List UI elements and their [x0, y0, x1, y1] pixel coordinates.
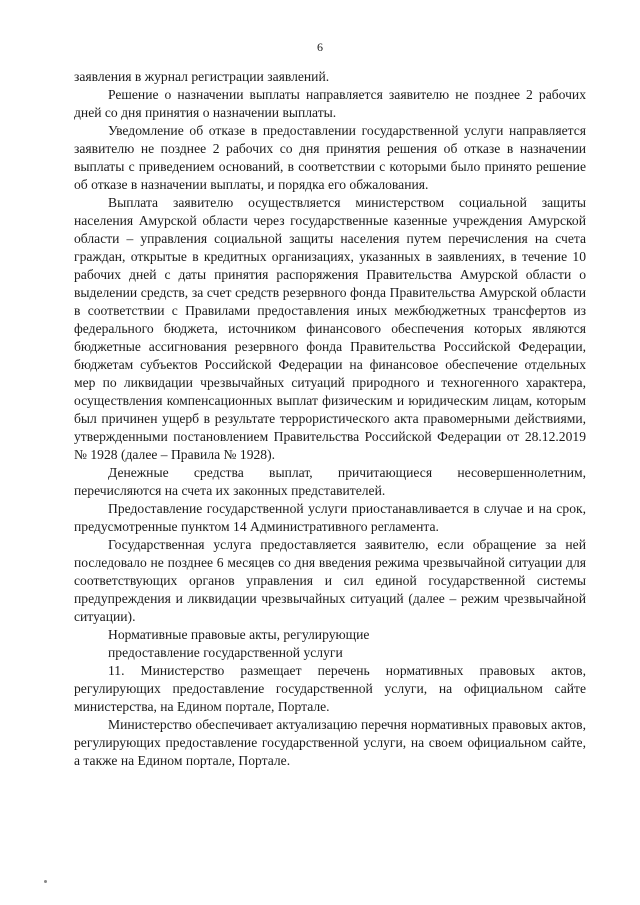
paragraph-payment-decision: Решение о назначении выплаты направляется заявителю не позднее 2 рабочих дней со дня принятия о назначении выплаты.: [74, 87, 586, 120]
document-body: [74, 68, 586, 770]
paragraph-item-11: 11. Министерство размещает перечень нормативных правовых актов, регулирующих предоставление государственной услуги, на официальном сайте министерства, на Едином портале, Портале.: [74, 663, 586, 714]
paragraph-minors-funds: Денежные средства выплат, причитающиеся несовершеннолетним, перечисляются на счета их законных представителей.: [74, 465, 586, 498]
paragraph-continuation: заявления в журнал регистрации заявлений.: [74, 69, 330, 84]
paragraph-payment-procedure: Выплата заявителю осуществляется министерством социальной защиты населения Амурской области через государственные казенные учреждения Амурской области – управления социальной защиты населения путем перечисления на счета граждан, открытые в кредитных организациях, указанных в заявлениях, в течение 10 рабочих дней с даты принятия распоряжения Правительства Амурской области о выделении средств, за счет средств резервного фонда Правительства Амурской области в соответствии с Правилами предоставления иных межбюджетных трансфертов из федерального бюджета, источником финансового обеспечения которых являются бюджетные ассигнования резервного фонда Правительства Российской Федерации, бюджетам субъектов Российской Федерации на финансовое обеспечение отдельных мер по ликвидации чрезвычайных ситуаций природного и техногенного характера, осуществления компенсационных выплат физическим и юридическим лицам, которым был причинен ущерб в результате террористического акта правомерными действиями, утвержденными постановлением Правительства Российской Федерации от 28.12.2019 № 1928 (далее – Правила № 1928).: [74, 195, 586, 462]
paragraph-refusal-notice: Уведомление об отказе в предоставлении государственной услуги направляется заявителю не позднее 2 рабочих со дня принятия решения об отказе в назначении выплаты с приведением оснований, в соответствии с которыми было принято решение об отказе в назначении выплаты, и порядка его обжалования.: [74, 123, 586, 192]
paragraph-service-deadline: Государственная услуга предоставляется заявителю, если обращение за ней последовало не позднее 6 месяцев со дня введения режима чрезвычайной ситуации для соответствующих органов управления и сил единой государственной системы предупреждения и ликвидации чрезвычайных ситуаций (далее – режим чрезвычайной ситуации).: [74, 537, 586, 624]
scan-artifact: [44, 880, 47, 883]
paragraph-list-updating: Министерство обеспечивает актуализацию перечня нормативных правовых актов, регулирующих предоставление государственной услуги, на своем официальном сайте, а также на Едином портале, Портале.: [74, 717, 586, 768]
page-number: 6: [317, 40, 323, 54]
section-heading: [74, 626, 586, 662]
section-heading-line-2: предоставление государственной услуги: [108, 645, 343, 660]
section-heading-line-1: Нормативные правовые акты, регулирующие: [108, 627, 370, 642]
paragraph-suspension: Предоставление государственной услуги приостанавливается в случае и на срок, предусмотренные пунктом 14 Административного регламента.: [74, 501, 586, 534]
